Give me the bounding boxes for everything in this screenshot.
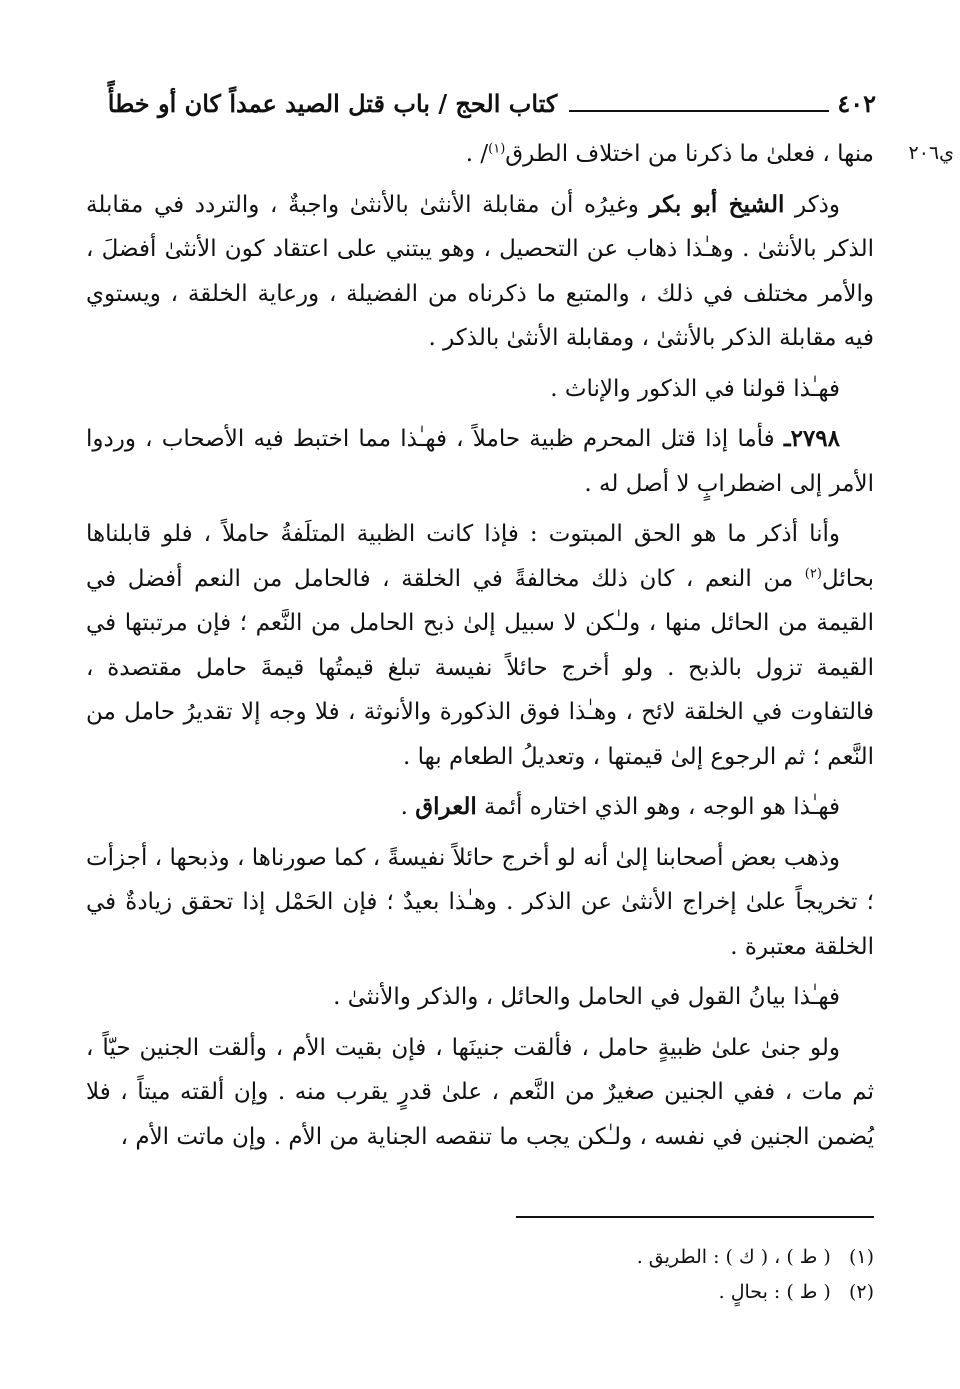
page-header (86, 86, 876, 120)
text-run: منها ، فعلىٰ ما ذكرنا من اختلاف الطرق (505, 141, 874, 167)
text-run: فهـٰذا هو الوجه ، وهو الذي اختاره أئمة (476, 794, 840, 820)
footnote-ref: (٢) (804, 565, 822, 581)
footnote (86, 1240, 874, 1275)
page-number: ٤٠٢ (837, 88, 876, 118)
text-run: من النعم ، كان ذلك مخالفةً في الخلقة ، فالحامل من النعم أفضل في القيمة من الحائل منها ، ولـٰكن لا سبيل إلىٰ ذبح الحامل من النَّعم ؛ فإن مرتبتها في القيمة تزول بالذبح . ولو أخرج حائلاً نفيسة تبلغ قيمتُها قيمةَ حامل مقتصدة ، فالتفاوت في الخلقة لائح ، وهـٰذا فوق الذكورة والأنوثة ، فلا وجه إلا تقديرُ حامل من النَّعم ؛ ثم الرجوع إلىٰ قيمتها ، وتعديلُ الطعام بها . (86, 565, 874, 770)
text-run: فهـٰذا بيانُ القول في الحامل والحائل ، والذكر والأنثىٰ . (333, 984, 840, 1010)
bold-text: العراق (415, 793, 477, 820)
footnotes (86, 1240, 874, 1310)
paragraph (86, 1026, 874, 1160)
text-run: ولو جنىٰ علىٰ ظبيةٍ حامل ، فألقت جنينَها ، فإن بقيت الأم ، وألقت الجنين حيّاً ، ثم مات ، ففي الجنين صغيرٌ من النَّعم ، علىٰ قدرٍ يقرب منه . وإن ألقته ميتاً ، فلا يُضمن الجنين في نفسه ، ولـٰكن يجب ما تنقصه الجناية من الأم . وإن ماتت الأم ، (86, 1034, 874, 1150)
bold-text: الشيخ أبو بكر (649, 190, 785, 218)
footnote-number: (١) (848, 1246, 874, 1268)
text-run: فهـٰذا قولنا في الذكور والإناث . (550, 375, 840, 402)
paragraph (86, 975, 874, 1020)
text-run: وغيرُه أن مقابلة الأنثىٰ بالأنثىٰ واجبةٌ ، والتردد في مقابلة الذكر بالأنثىٰ . وهـٰذا ذهاب عن التحصيل ، وهو يبتني على اعتقاد كون الأنثىٰ أفضلَ ، والأمر مختلف في ذلك ، والمتبع ما ذكرناه من الفضيلة ، ورعاية الخلقة ، ويستوي فيه مقابلة الذكر بالأنثىٰ ، ومقابلة الأنثىٰ بالذكر . (86, 191, 874, 351)
paragraph (86, 512, 874, 779)
paragraph (86, 417, 874, 506)
running-title: كتاب الحج / باب قتل الصيد عمداً كان أو خطأً (107, 88, 558, 118)
text-run: . (400, 794, 416, 820)
text-run: وذكر (784, 191, 840, 218)
footnote-rule (516, 1216, 874, 1218)
paragraph (86, 836, 874, 970)
header-rule (569, 110, 829, 112)
paragraph (86, 132, 874, 177)
footnote-text: ( ط ) : بحالٍ . (718, 1281, 831, 1303)
text-run: وأنا أذكر ما هو الحق المبتوت : فإذا كانت الظبية المتلَفةُ حاملاً ، فلو قابلناها بحائل (86, 521, 874, 592)
footnote (86, 1275, 874, 1310)
footnote-number: (٢) (848, 1281, 874, 1303)
footnote-text: ( ط ) ، ( ك ) : الطريق . (636, 1246, 831, 1268)
bold-text: ٢٧٩٨ـ (783, 425, 840, 452)
margin-note: ي٢٠٦ (908, 142, 954, 164)
text-run: فأما إذا قتل المحرم ظبية حاملاً ، فهـٰذا مما اختبط فيه الأصحاب ، وردوا الأمر إلى اضطرابٍ لا أصل له . (86, 426, 874, 497)
text-run: / . (465, 141, 489, 167)
paragraph (86, 183, 874, 361)
text-run: وذهب بعض أصحابنا إلىٰ أنه لو أخرج حائلاً نفيسةً ، كما صورناها ، وذبحها ، أجزأت ؛ تخريجاً علىٰ إخراج الأنثىٰ عن الذكر . وهـٰذا بعيدٌ ؛ فإن الحَمْل إذا تحقق زيادةٌ في الخلقة معتبرة . (86, 844, 874, 960)
footnote-ref: (١) (488, 141, 506, 157)
paragraph (86, 367, 874, 412)
body-text (86, 132, 874, 1165)
paragraph (86, 785, 874, 830)
